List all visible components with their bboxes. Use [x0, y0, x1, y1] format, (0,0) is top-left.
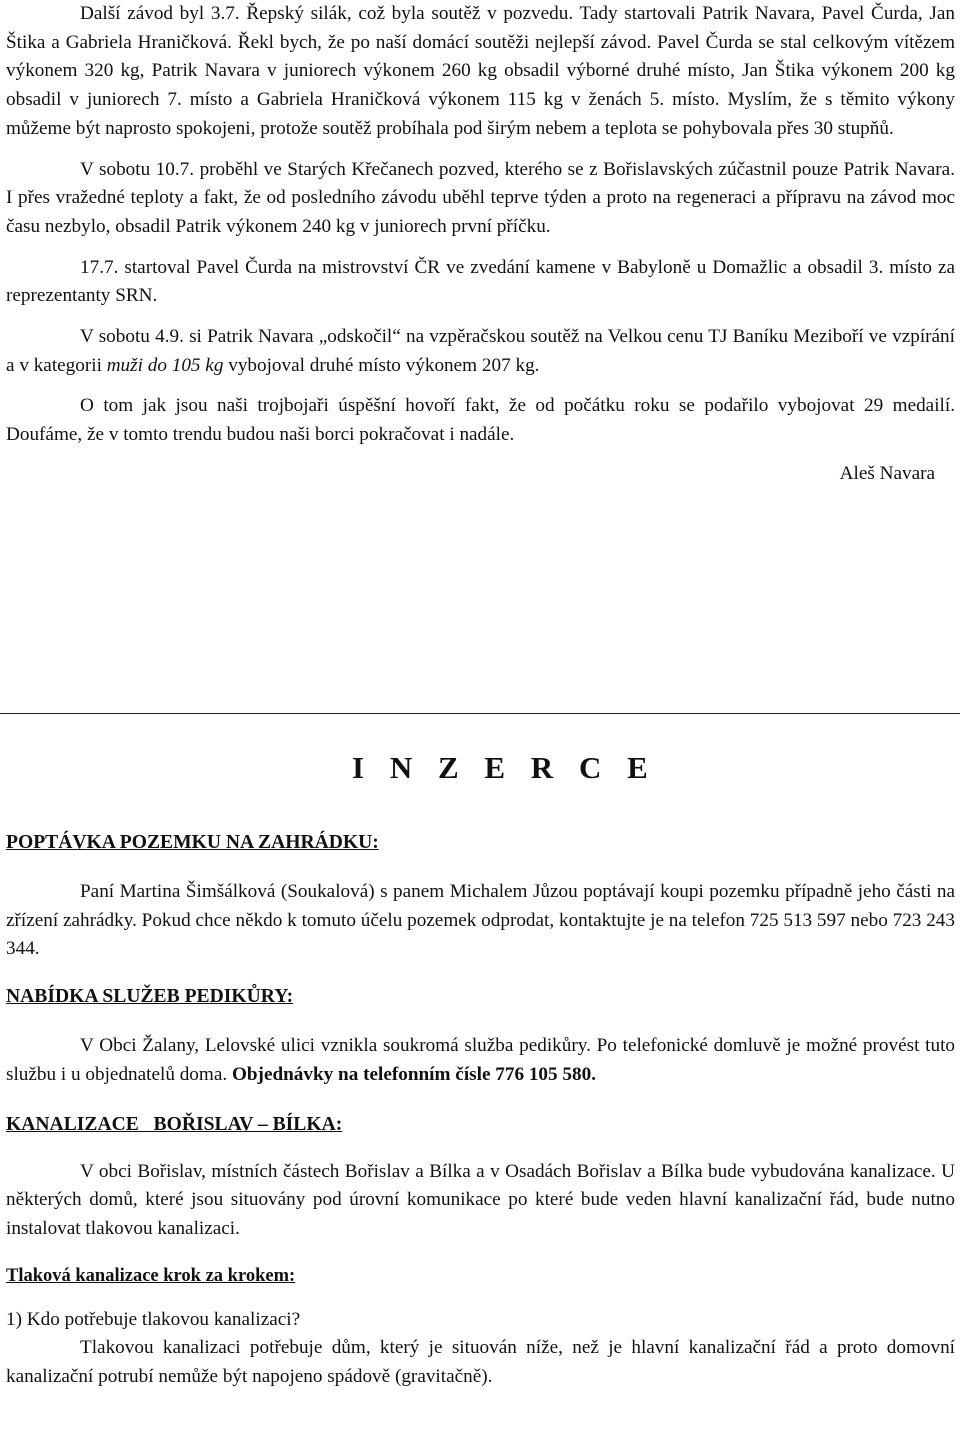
- ad2-text: [6, 1032, 955, 1089]
- p4-text-a: V sobotu 4.9. si Patrik Navara „odskočil“ na vzpěračskou soutěž na Velkou cenu TJ Baníku Meziboří ve vzpírání a v kategorii: [6, 326, 955, 376]
- ads-section: [6, 828, 955, 1392]
- ad2-phone: Objednávky na telefonním čísle 776 105 580.: [231, 1063, 596, 1085]
- article-paragraph-1: Další závod byl 3.7. Řepský silák, což byla soutěž v pozvedu. Tady startovali Patrik Navara, Pavel Čurda, Jan Štika a Gabriela Hraničková. Řekl bych, že po naší domácí soutěži nejlepší závod. Pavel Čurda se stal celkovým vítězem výkonem 320 kg, Patrik Navara v juniorech výkonem 260 kg obsadil výborné druhé místo, Jan Štika výkonem 200 kg obsadil v juniorech 7. místo a Gabriela Hraničková výkonem 115 kg v ženách 5. místo. Myslím, že s těmito výkony můžeme být naprosto spokojeni, protože soutěž probíhala pod širým nebem a teplota se pohybovala přes 30 stupňů.: [6, 3, 955, 139]
- ad3-answer: Tlakovou kanalizaci potřebuje dům, který je situován níže, než je hlavní kanalizační řád a proto domovní kanalizační potrubí nemůže být napojeno spádově (gravitačně).: [6, 1337, 955, 1388]
- article-paragraph-2: V sobotu 10.7. proběhl ve Starých Křečanech pozved, kterého se z Bořislavských zúčastnil pouze Patrik Navara. I přes vražedné teploty a fakt, že od posledního závodu uběhl teprve týden a proto na regeneraci a přípravu na závod moc času nezbylo, obsadil Patrik výkonem 240 kg v juniorech první příčku.: [6, 158, 955, 237]
- ad3-text: V obci Bořislav, místních částech Bořislav a Bílka a v Osadách Bořislav a Bílka bude vybudována kanalizace. U některých domů, které jsou situovány pod úrovní komunikace po které bude veden hlavní kanalizační řád, bude nutno instalovat tlakovou kanalizaci.: [6, 1160, 955, 1239]
- article-paragraph-3: 17.7. startoval Pavel Čurda na mistrovství ČR ve zvedání kamene v Babyloně u Domažlic a obsadil 3. místo za reprezentanty SRN.: [6, 256, 955, 307]
- p4-category: muži do 105 kg: [106, 354, 224, 376]
- ad2-body: V Obci Žalany, Lelovské ulici vznikla soukromá služba pedikůry. Po telefonické domluvě je možné provést tuto službu i u objednatelů doma.: [6, 1035, 955, 1085]
- ad3-heading: KANALIZACE BOŘISLAV – BÍLKA:: [6, 1113, 343, 1135]
- ads-title: I N Z E R C E: [352, 750, 657, 785]
- article-paragraph-5: O tom jak jsou naši trojbojaři úspěšní hovoří fakt, že od počátku roku se podařilo vybojovat 29 medailí. Doufáme, že v tomto trendu budou naši borci pokračovat i nadále.: [6, 395, 955, 446]
- p4-text-b: vybojoval druhé místo výkonem 207 kg.: [223, 354, 540, 376]
- ad3-subheading: Tlaková kanalizace krok za krokem:: [6, 1265, 296, 1286]
- article: [6, 0, 955, 489]
- ad2-heading: NABÍDKA SLUŽEB PEDIKŮRY:: [6, 986, 294, 1008]
- ad1-text: Paní Martina Šimšálková (Soukalová) s panem Michalem Jůzou poptávají koupi pozemku případně jeho části na zřízení zahrádky. Pokud chce někdo k tomuto účelu pozemek odprodat, kontaktujte je na telefon 725 513 597 nebo 723 243 344.: [6, 881, 955, 960]
- signature: Aleš Navara: [839, 462, 935, 484]
- ad3-question: 1) Kdo potřebuje tlakovou kanalizaci?: [6, 1308, 301, 1330]
- section-divider: [0, 713, 960, 714]
- article-paragraph-4: [6, 323, 955, 380]
- ad1-heading: POPTÁVKA POZEMKU NA ZAHRÁDKU:: [6, 832, 379, 853]
